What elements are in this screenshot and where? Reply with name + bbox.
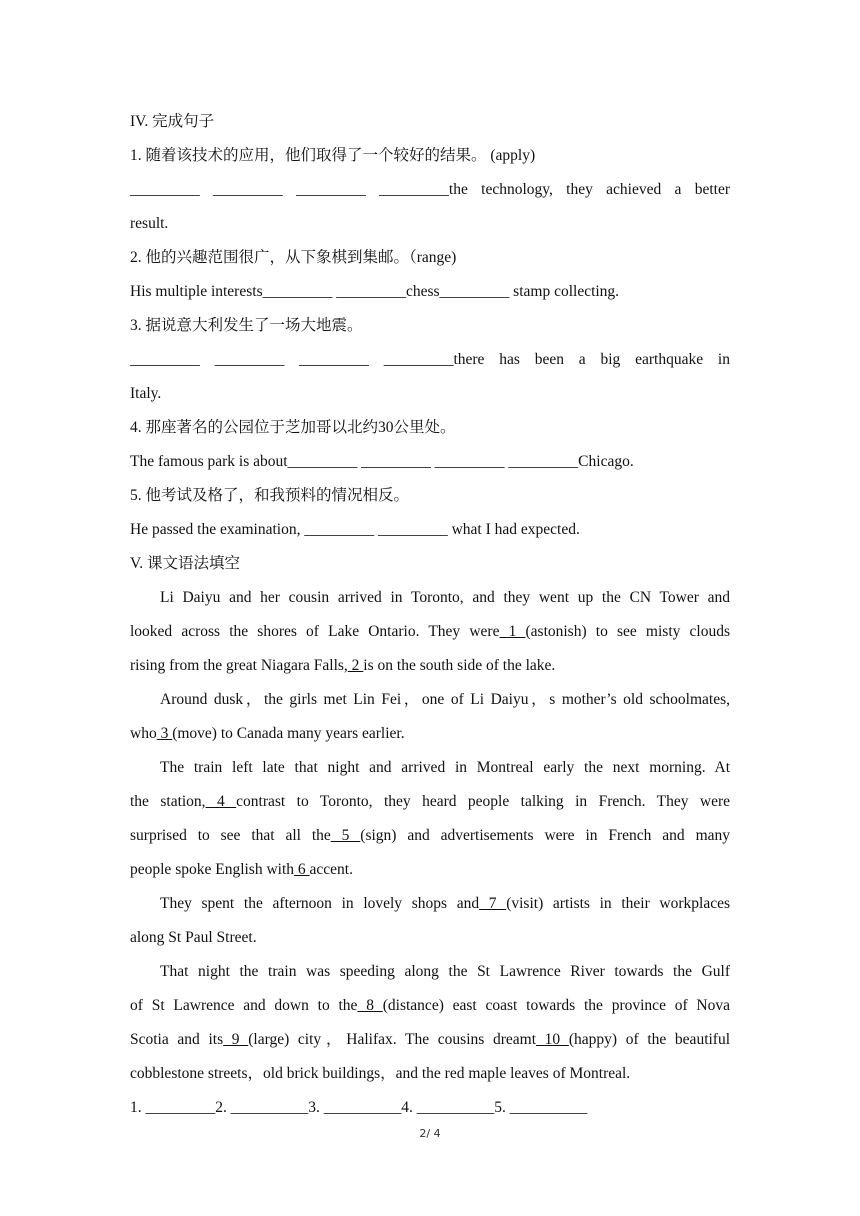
passage-line: rising from the great Niagara Falls, 2 is on the south side of the lake. <box>130 657 556 674</box>
blank-5: 5 <box>330 827 361 844</box>
passage-line: Around dusk，the girls met Lin Fei，one of Li Daiyu，s mother’s old schoolmates, <box>160 691 730 708</box>
question-3-english-line-1: _________ _________ _________ _________there has been a big earthquake in <box>130 351 730 368</box>
blank-10: 10 <box>536 1031 569 1048</box>
passage-line: The train left late that night and arrived in Montreal early the next morning. At <box>160 759 730 776</box>
question-3-chinese: 3. 据说意大利发生了一场大地震。 <box>130 317 363 334</box>
blank-8: 8 <box>357 997 383 1014</box>
question-4-english: The famous park is about_________ _________ _________ _________Chicago. <box>130 453 634 470</box>
passage-line: Li Daiyu and her cousin arrived in Toronto, and they went up the CN Tower and <box>160 589 730 606</box>
question-3-english-line-2: Italy. <box>130 385 162 402</box>
section-v-heading: V. 课文语法填空 <box>130 555 240 572</box>
blank-9: 9 <box>223 1031 249 1048</box>
passage-line: who 3 (move) to Canada many years earlier. <box>130 725 405 742</box>
blank-1: 1 <box>499 623 526 640</box>
question-4-chinese: 4. 那座著名的公园位于芝加哥以北约30公里处。 <box>130 419 456 436</box>
question-5-chinese: 5. 他考试及格了，和我预料的情况相反。 <box>130 487 410 504</box>
answer-blanks: 1. _________2. __________3. __________4. __________5. __________ <box>130 1099 588 1116</box>
passage-line: They spent the afternoon in lovely shops and 7 (visit) artists in their workplaces <box>160 895 731 912</box>
passage-line: That night the train was speeding along the St Lawrence River towards the Gulf <box>160 963 730 980</box>
passage-line: cobblestone streets，old brick buildings，and the red maple leaves of Montreal. <box>130 1065 631 1082</box>
question-2-english: His multiple interests_________ _________chess_________ stamp collecting. <box>130 283 620 300</box>
blank-3: 3 <box>156 725 173 742</box>
passage-line: Scotia and its 9 (large) city，Halifax. The cousins dreamt 10 (happy) of the beautiful <box>130 1031 731 1048</box>
page-number: 2/ 4 <box>419 1127 441 1140</box>
passage-line: surprised to see that all the 5 (sign) and advertisements were in French and many <box>130 827 730 844</box>
blank-4: 4 <box>205 793 237 810</box>
blank-6: 6 <box>294 861 310 878</box>
passage-line: people spoke English with 6 accent. <box>130 861 353 878</box>
passage-line: of St Lawrence and down to the 8 (distance) east coast towards the province of Nova <box>130 997 730 1014</box>
question-1-english-line-1: _________ _________ _________ _________the technology, they achieved a better <box>130 181 730 198</box>
question-1-chinese: 1. 随着该技术的应用，他们取得了一个较好的结果。 (apply) <box>130 147 536 164</box>
blank-2: 2 <box>347 657 364 674</box>
section-iv-heading: IV. 完成句子 <box>130 113 215 130</box>
passage-line: the station, 4 contrast to Toronto, they heard people talking in French. They were <box>130 793 730 810</box>
passage-line: along St Paul Street. <box>130 929 257 946</box>
blank-7: 7 <box>479 895 507 912</box>
question-2-chinese: 2. 他的兴趣范围很广，从下象棋到集邮。（range) <box>130 249 457 266</box>
question-5-english: He passed the examination, _________ _________ what I had expected. <box>130 521 580 538</box>
question-1-english-line-2: result. <box>130 215 169 232</box>
passage-line: looked across the shores of Lake Ontario. They were 1 (astonish) to see misty clouds <box>130 623 730 640</box>
